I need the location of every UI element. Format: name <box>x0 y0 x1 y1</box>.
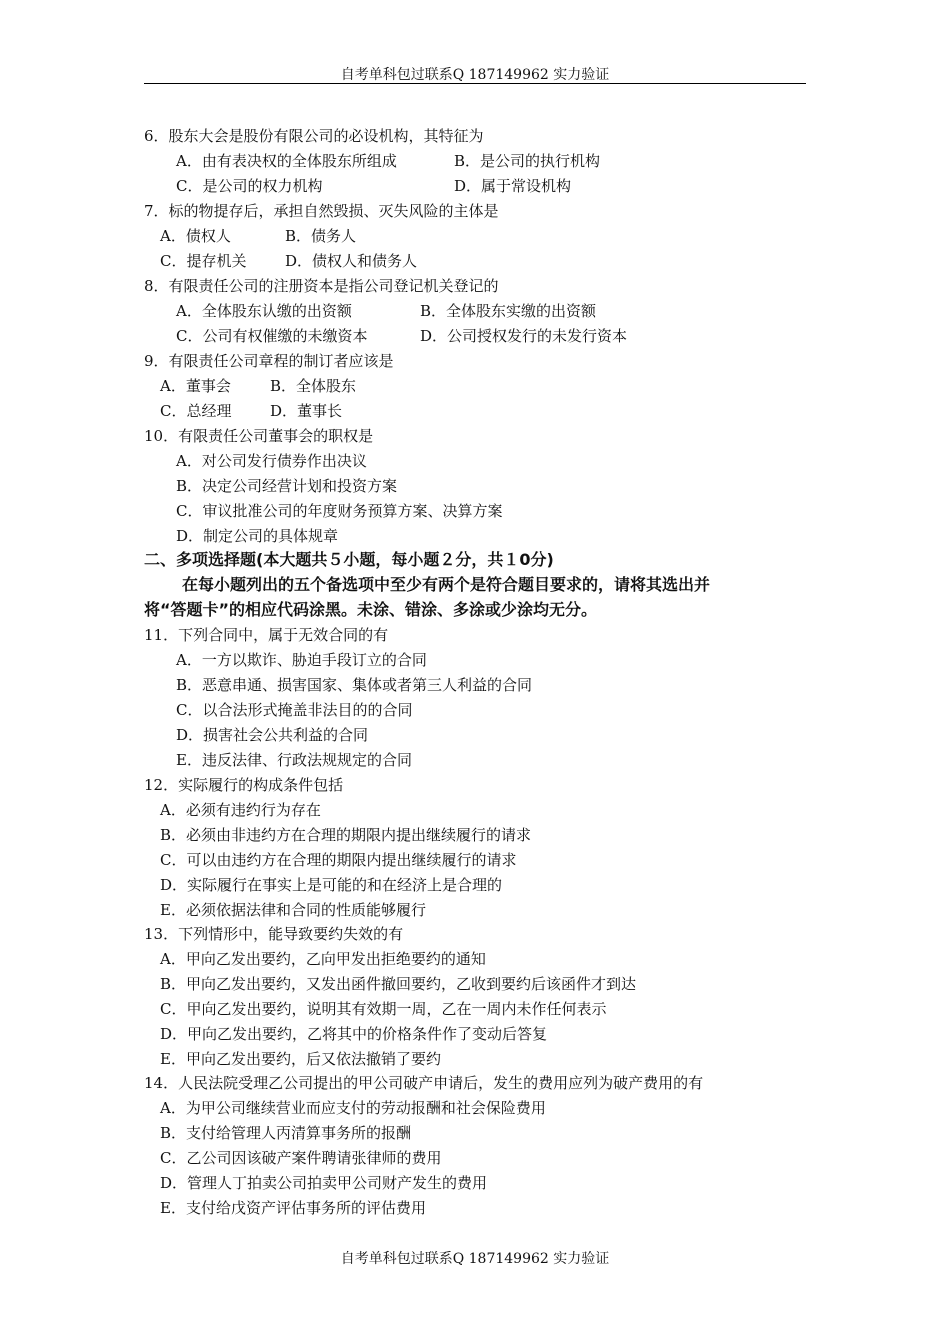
question-12-option-c: C．可以由违约方在合理的期限内提出继续履行的请求 <box>160 851 517 869</box>
question-12-option-b: B．必须由非违约方在合理的期限内提出继续履行的请求 <box>160 826 532 844</box>
question-8-option-a: A．全体股东认缴的出资额 <box>176 302 352 320</box>
question-12-option-d: D．实际履行在事实上是可能的和在经济上是合理的 <box>160 876 503 894</box>
question-12-stem: 12．实际履行的构成条件包括 <box>144 776 344 794</box>
question-11-option-b: B．恶意串通、损害国家、集体或者第三人利益的合同 <box>176 676 533 694</box>
question-8-option-c: C．公司有权催缴的未缴资本 <box>176 327 368 345</box>
question-9-option-a: A．董事会 <box>160 377 231 395</box>
question-14-option-e: E．支付给戊资产评估事务所的评估费用 <box>160 1199 426 1217</box>
question-8-option-d: D．公司授权发行的未发行资本 <box>420 327 628 345</box>
question-6-option-c: C．是公司的权力机构 <box>176 177 323 195</box>
question-10-option-d: D．制定公司的具体规章 <box>176 527 339 545</box>
question-8-stem: 8．有限责任公司的注册资本是指公司登记机关登记的 <box>144 277 499 295</box>
question-11-option-e: E．违反法律、行政法规规定的合同 <box>176 751 412 769</box>
question-14-stem: 14．人民法院受理乙公司提出的甲公司破产申请后，发生的费用应列为破产费用的有 <box>144 1074 704 1092</box>
question-12-option-a: A．必须有违约行为存在 <box>160 801 321 819</box>
question-13-option-e: E．甲向乙发出要约，后又依法撤销了要约 <box>160 1050 441 1068</box>
question-12-option-e: E．必须依据法律和合同的性质能够履行 <box>160 901 426 919</box>
question-14-option-a: A．为甲公司继续营业而应支付的劳动报酬和社会保险费用 <box>160 1099 546 1117</box>
question-7-option-b: B．债务人 <box>285 227 357 245</box>
question-13-stem: 13．下列情形中，能导致要约失效的有 <box>144 925 404 943</box>
question-10-option-b: B．决定公司经营计划和投资方案 <box>176 477 398 495</box>
question-7-stem: 7．标的物提存后，承担自然毁损、灭失风险的主体是 <box>144 202 499 220</box>
question-9-option-b: B．全体股东 <box>270 377 357 395</box>
question-6-stem: 6．股东大会是股份有限公司的必设机构，其特征为 <box>144 127 484 145</box>
section-2-instructions-line-1: 在每小题列出的五个备选项中至少有两个是符合题目要求的，请将其选出并 <box>182 575 711 594</box>
question-7-option-c: C．提存机关 <box>160 252 247 270</box>
page-footer: 自考单科包过联系Q 187149962 实力验证 <box>340 1251 610 1267</box>
question-11-option-c: C．以合法形式掩盖非法目的的合同 <box>176 701 413 719</box>
section-2-instructions-line-2: 将“答题卡”的相应代码涂黑。未涂、错涂、多涂或少涂均无分。 <box>144 600 598 619</box>
question-8-option-b: B．全体股东实缴的出资额 <box>420 302 597 320</box>
question-14-option-c: C．乙公司因该破产案件聘请张律师的费用 <box>160 1149 442 1167</box>
question-6-option-b: B．是公司的执行机构 <box>454 152 601 170</box>
question-10-stem: 10．有限责任公司董事会的职权是 <box>144 427 374 445</box>
question-6-option-a: A．由有表决权的全体股东所组成 <box>176 152 397 170</box>
question-9-option-d: D．董事长 <box>270 402 343 420</box>
section-2-title: 二、多项选择题(本大题共５小题，每小题２分，共１0分) <box>144 550 554 569</box>
question-11-stem: 11．下列合同中，属于无效合同的有 <box>144 626 389 644</box>
question-7-option-a: A．债权人 <box>160 227 231 245</box>
question-9-option-c: C．总经理 <box>160 402 232 420</box>
question-11-option-a: A．一方以欺诈、胁迫手段订立的合同 <box>176 651 427 669</box>
question-13-option-d: D．甲向乙发出要约，乙将其中的价格条件作了变动后答复 <box>160 1025 548 1043</box>
question-13-option-c: C．甲向乙发出要约，说明其有效期一周，乙在一周内未作任何表示 <box>160 1000 607 1018</box>
question-10-option-c: C．审议批准公司的年度财务预算方案、决算方案 <box>176 502 503 520</box>
question-6-option-d: D．属于常设机构 <box>454 177 572 195</box>
question-13-option-a: A．甲向乙发出要约，乙向甲发出拒绝要约的通知 <box>160 950 486 968</box>
question-14-option-d: D．管理人丁拍卖公司拍卖甲公司财产发生的费用 <box>160 1174 488 1192</box>
question-7-option-d: D．债权人和债务人 <box>285 252 418 270</box>
header-rule <box>144 83 806 84</box>
question-14-option-b: B．支付给管理人丙清算事务所的报酬 <box>160 1124 412 1142</box>
question-9-stem: 9．有限责任公司章程的制订者应该是 <box>144 352 394 370</box>
question-10-option-a: A．对公司发行债券作出决议 <box>176 452 367 470</box>
question-13-option-b: B．甲向乙发出要约，又发出函件撤回要约，乙收到要约后该函件才到达 <box>160 975 637 993</box>
page-header: 自考单科包过联系Q 187149962 实力验证 <box>340 67 610 83</box>
question-11-option-d: D．损害社会公共利益的合同 <box>176 726 369 744</box>
